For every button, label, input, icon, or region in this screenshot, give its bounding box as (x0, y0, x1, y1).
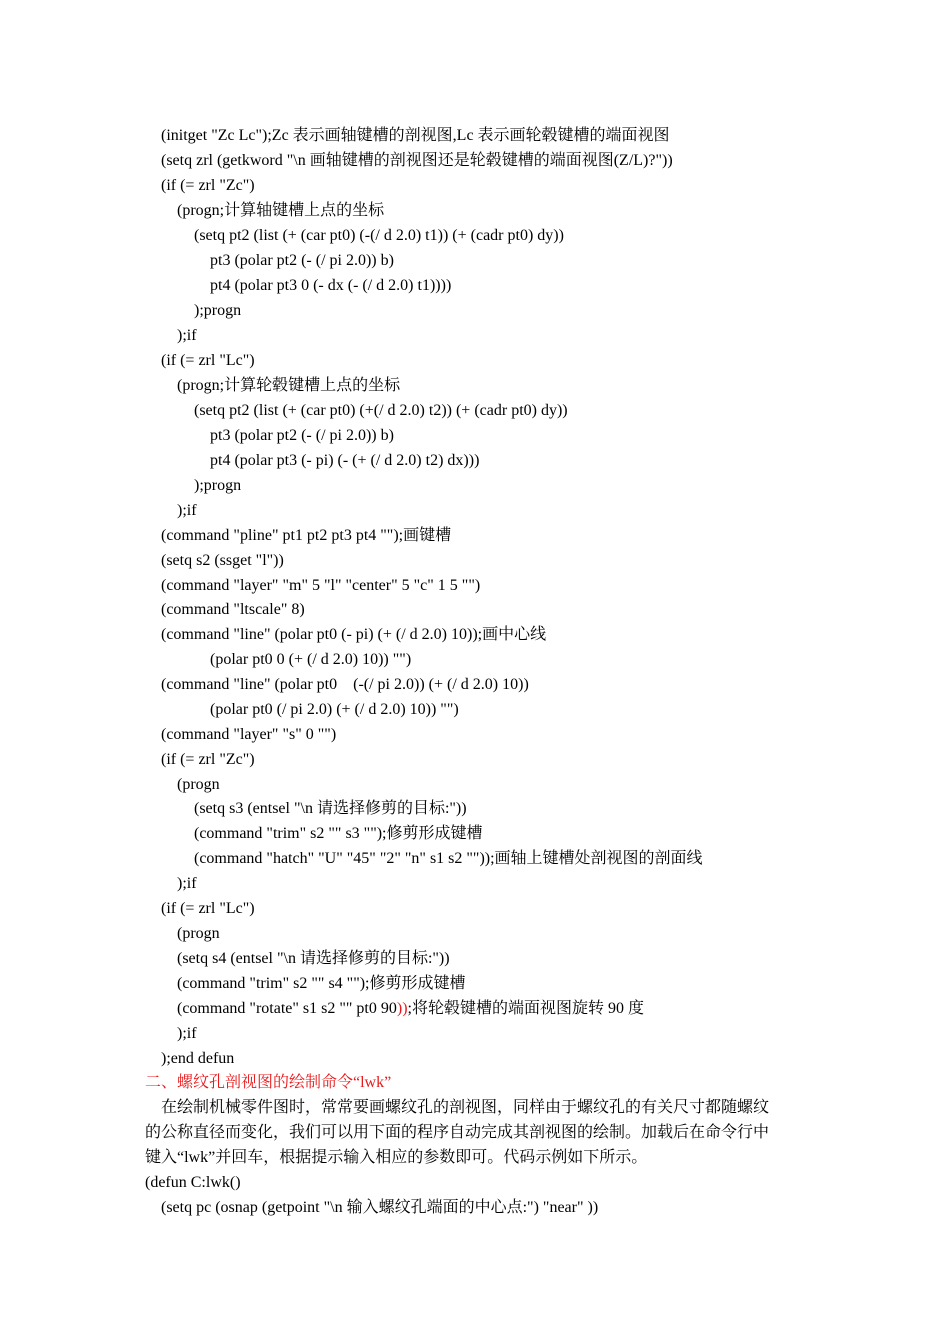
code-line: );if (177, 502, 197, 519)
code-line: (command "hatch" "U" "45" "2" "n" s1 s2 ""));画轴上键槽处剖视图的剖面线 (194, 850, 703, 867)
code-line: (command "trim" s2 "" s3 "");修剪形成键槽 (194, 825, 483, 842)
code-line: (setq s2 (ssget "l")) (161, 552, 284, 569)
code-line: (command "pline" pt1 pt2 pt3 pt4 "");画键槽 (161, 527, 452, 544)
code-line: (defun C:lwk() (145, 1174, 241, 1191)
code-line: (setq pt2 (list (+ (car pt0) (+(/ d 2.0) t2)) (+ (cadr pt0) dy)) (194, 402, 568, 419)
paragraph-line: 在绘制机械零件图时，常常要画螺纹孔的剖视图，同样由于螺纹孔的有关尺寸都随螺纹 (161, 1099, 770, 1116)
code-line: (progn (177, 925, 220, 942)
rotate-command: (command "rotate" s1 s2 "" pt0 90 (177, 1000, 397, 1017)
code-line: pt4 (polar pt3 0 (- dx (- (/ d 2.0) t1)))) (210, 277, 452, 294)
code-line: (setq s4 (entsel "\n 请选择修剪的目标:")) (177, 950, 450, 967)
code-line: pt4 (polar pt3 (- pi) (- (+ (/ d 2.0) t2) dx))) (210, 452, 480, 469)
code-line: pt3 (polar pt2 (- (/ pi 2.0)) b) (210, 427, 394, 444)
code-line: pt3 (polar pt2 (- (/ pi 2.0)) b) (210, 252, 394, 269)
code-line: (setq zrl (getkword "\n 画轴键槽的剖视图还是轮毂键槽的端面视图(Z/L)?")) (161, 152, 673, 169)
code-line: );progn (194, 477, 242, 494)
code-line: (command "layer" "m" 5 "l" "center" 5 "c" 1 5 "") (161, 577, 481, 594)
code-line: );if (177, 1025, 197, 1042)
code-line: );end defun (161, 1050, 235, 1067)
code-line: (setq pc (osnap (getpoint "\n 输入螺纹孔端面的中心点:") "near" )) (161, 1199, 599, 1216)
paragraph-line: 键入“lwk”并回车，根据提示输入相应的参数即可。代码示例如下所示。 (145, 1149, 648, 1166)
code-line: (polar pt0 0 (+ (/ d 2.0) 10)) "") (210, 651, 412, 668)
code-line: (initget "Zc Lc");Zc 表示画轴键槽的剖视图,Lc 表示画轮毂键槽的端面视图 (161, 127, 670, 144)
code-line: (command "ltscale" 8) (161, 601, 305, 618)
code-line: (progn (177, 776, 220, 793)
code-line: (setq s3 (entsel "\n 请选择修剪的目标:")) (194, 800, 467, 817)
code-line: (command "trim" s2 "" s4 "");修剪形成键槽 (177, 975, 466, 992)
code-line-rotate (177, 999, 644, 1019)
code-line: (if (= zrl "Lc") (161, 352, 255, 369)
code-line: (if (= zrl "Zc") (161, 751, 255, 768)
code-line: );progn (194, 302, 242, 319)
code-line: );if (177, 875, 197, 892)
code-line: );if (177, 327, 197, 344)
code-line: (progn;计算轴键槽上点的坐标 (177, 202, 385, 219)
code-line: (command "line" (polar pt0 (- pi) (+ (/ d 2.0) 10));画中心线 (161, 626, 547, 643)
highlighted-parens: )) (396, 1000, 408, 1017)
section-heading: 二、螺纹孔剖视图的绘制命令“lwk” (145, 1074, 392, 1091)
paragraph-line: 的公称直径而变化，我们可以用下面的程序自动完成其剖视图的绘制。加载后在命令行中 (145, 1124, 770, 1141)
code-line: (if (= zrl "Zc") (161, 177, 255, 194)
code-line: (setq pt2 (list (+ (car pt0) (-(/ d 2.0) t1)) (+ (cadr pt0) dy)) (194, 227, 564, 244)
code-line: (if (= zrl "Lc") (161, 900, 255, 917)
rotate-comment: ;将轮毂键槽的端面视图旋转 90 度 (407, 1000, 644, 1017)
code-line: (command "layer" "s" 0 "") (161, 726, 337, 743)
code-line: (polar pt0 (/ pi 2.0) (+ (/ d 2.0) 10)) "") (210, 701, 459, 718)
code-line: (command "line" (polar pt0 (-(/ pi 2.0)) (+ (/ d 2.0) 10)) (161, 676, 529, 693)
code-line: (progn;计算轮毂键槽上点的坐标 (177, 377, 401, 394)
